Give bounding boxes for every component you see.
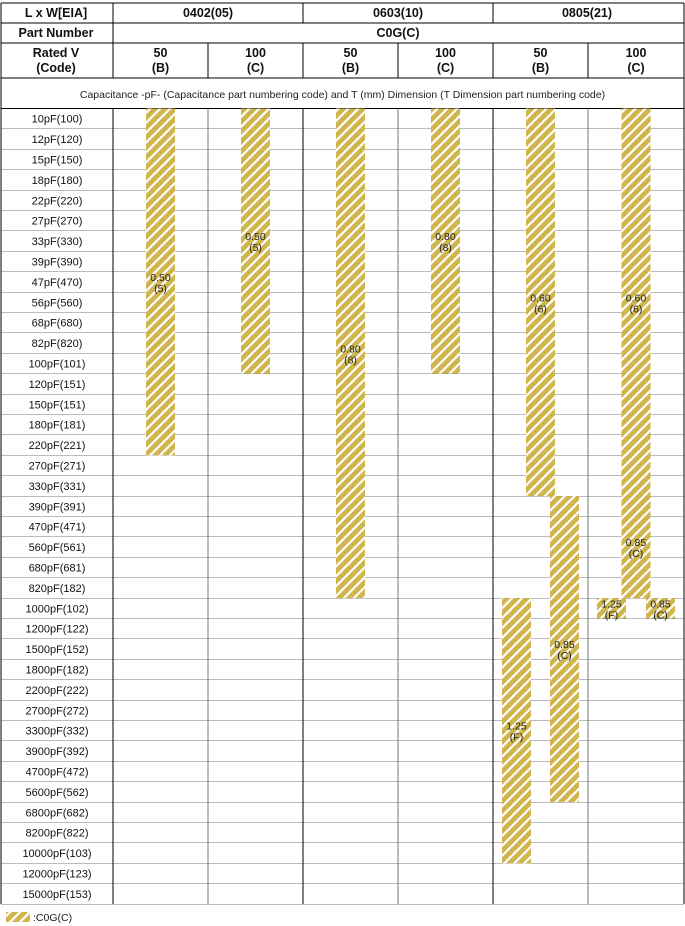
size-header-label: L x W[EIA] (24, 6, 88, 20)
capacitance-row-label: 2700pF(272) (25, 705, 89, 718)
capacitance-row-label: 180pF(181) (28, 419, 86, 432)
bar-thickness-label: 0.60 (625, 292, 647, 305)
voltage-label: 100 (625, 46, 647, 60)
bar-code-label: (5) (249, 242, 262, 255)
bar-code-label: (5) (154, 282, 167, 295)
capacitance-row-label: 270pF(271) (28, 460, 86, 473)
bar-code-label: (8) (344, 354, 357, 367)
capacitance-row-label: 27pF(270) (31, 215, 83, 228)
capacitance-row-label: 4700pF(472) (25, 766, 89, 779)
capacitance-row-label: 1500pF(152) (25, 644, 89, 657)
capacitance-row-label: 470pF(471) (28, 521, 86, 534)
rated-v-code-header-label: (Code) (36, 61, 76, 75)
bar-thickness-label: 0.60 (530, 292, 551, 305)
capacitance-row-label: 3300pF(332) (25, 725, 89, 738)
capacitance-row-label: 1200pF(122) (25, 623, 89, 636)
capacitance-row-label: 68pF(680) (31, 317, 83, 330)
capacitance-row-label: 1800pF(182) (25, 664, 89, 677)
capacitance-row-label: 10000pF(103) (22, 848, 92, 861)
capacitance-row-label: 22pF(220) (31, 195, 83, 208)
table-caption: Capacitance -pF- (Capacitance part numbering code) and T (mm) Dimension (T Dimension part numbering code) (79, 89, 606, 101)
capacitance-row-label: 3900pF(392) (25, 746, 89, 759)
capacitance-row-label: 12000pF(123) (22, 868, 92, 881)
voltage-label: 50 (533, 46, 548, 60)
voltage-code-label: (B) (151, 61, 170, 75)
size-0402-header: 0402(05) (182, 6, 234, 20)
legend-label: :C0G(C) (33, 912, 73, 924)
capacitance-row-label: 47pF(470) (31, 276, 83, 289)
bar-thickness-label: 0.85 (625, 537, 647, 550)
bar-code-label: (F) (604, 609, 619, 622)
voltage-code-label: (B) (341, 61, 360, 75)
size-0603-header: 0603(10) (372, 6, 424, 20)
voltage-label: 100 (435, 46, 456, 60)
capacitance-row-label: 330pF(331) (28, 480, 86, 493)
capacitance-row-label: 560pF(561) (28, 542, 86, 555)
voltage-code-label: (C) (246, 61, 265, 75)
capacitance-row-label: 39pF(390) (31, 256, 83, 269)
legend-swatch (6, 912, 30, 922)
capacitance-row-label: 8200pF(822) (25, 827, 89, 840)
voltage-code-label: (C) (436, 61, 455, 75)
bar-thickness-label: 1.25 (601, 598, 622, 611)
capacitance-row-label: 18pF(180) (31, 174, 83, 187)
bar-code-label: (8) (439, 242, 452, 255)
capacitance-row-label: 390pF(391) (28, 501, 86, 514)
size-0805-header: 0805(21) (561, 6, 613, 20)
capacitance-row-label: 680pF(681) (28, 562, 86, 575)
bar-thickness-label: 0.80 (340, 343, 361, 356)
bar-thickness-label: 0.80 (435, 231, 456, 244)
voltage-label: 50 (153, 46, 168, 60)
bar-code-label: (6) (629, 303, 643, 316)
bar-code-label: (C) (628, 548, 644, 561)
voltage-label: 50 (343, 46, 358, 60)
bar-thickness-label: 1.25 (506, 720, 527, 733)
rated-v-header-label: Rated V (32, 46, 80, 60)
bar-thickness-label: 0.50 (245, 231, 266, 244)
part-number-value: C0G(C) (376, 26, 420, 40)
capacitance-row-label: 820pF(182) (28, 582, 86, 595)
capacitance-row-label: 150pF(151) (28, 399, 86, 412)
bar-thickness-label: 0.85 (554, 639, 575, 652)
bar-code-label: (C) (557, 650, 572, 663)
voltage-label: 100 (245, 46, 266, 60)
capacitance-row-label: 82pF(820) (31, 338, 83, 351)
capacitance-row-label: 10pF(100) (31, 113, 83, 126)
capacitance-row-label: 12pF(120) (31, 134, 83, 147)
bar-code-label: (F) (509, 731, 524, 744)
bar-thickness-label: 0.85 (650, 598, 671, 611)
capacitance-row-label: 2200pF(222) (25, 684, 89, 697)
capacitance-row-label: 15000pF(153) (22, 888, 92, 901)
bar-thickness-label: 0.50 (150, 271, 171, 284)
capacitance-row-label: 1000pF(102) (25, 603, 89, 616)
bar-code-label: (6) (534, 303, 547, 316)
bar-code-label: (C) (653, 609, 668, 622)
part-number-header-label: Part Number (18, 26, 94, 40)
capacitance-row-label: 6800pF(682) (25, 807, 89, 820)
capacitance-row-label: 5600pF(562) (25, 786, 89, 799)
capacitance-row-label: 56pF(560) (31, 297, 83, 310)
voltage-code-label: (B) (531, 61, 550, 75)
capacitance-row-label: 15pF(150) (31, 154, 83, 167)
capacitance-row-label: 33pF(330) (31, 236, 83, 249)
capacitance-row-label: 100pF(101) (28, 358, 86, 371)
capacitance-row-label: 120pF(151) (28, 378, 86, 391)
voltage-code-label: (C) (627, 61, 645, 75)
capacitance-row-label: 220pF(221) (28, 440, 86, 453)
